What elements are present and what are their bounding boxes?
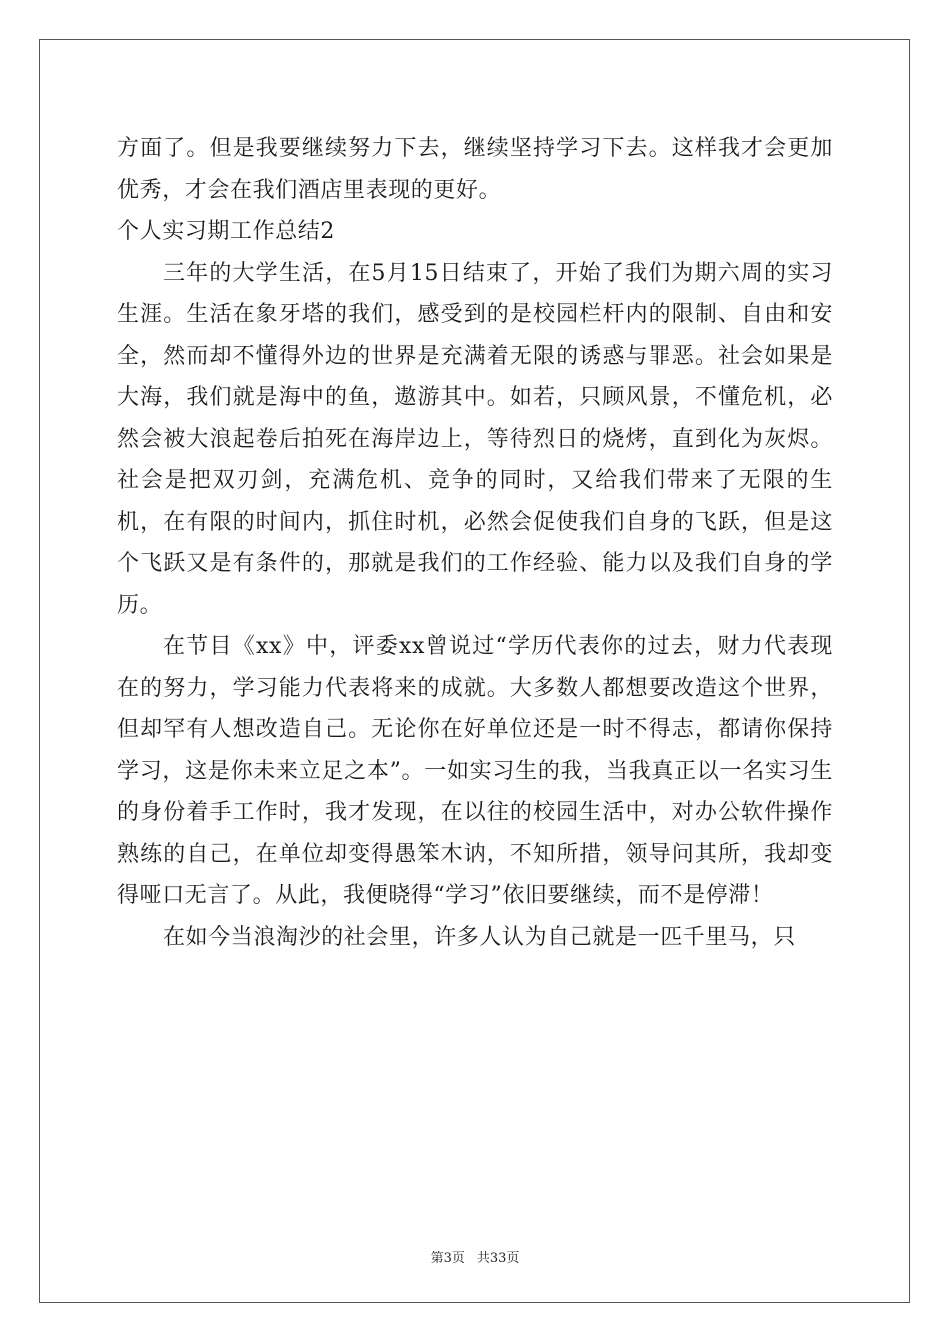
section-heading: 个人实习期工作总结2 <box>117 219 335 244</box>
page-footer <box>0 1247 950 1266</box>
page-total: 共33页 <box>476 1251 520 1266</box>
paragraph: 在节目《xx》中，评委xx曾说过“学历代表你的过去，财力代表现在的努力，学习能力代表将来的成就。大多数人都想要改造这个世界，但却罕有人想改造自己。无论你在好单位还是一时不得志，都请你保持学习，这是你未来立足之本”。一如实习生的我，当我真正以一名实习生的身份着手工作时，我才发现，在以往的校园生活中，对办公软件操作熟练的自己，在单位却变得愚笨木讷，不知所措，领导问其所，我却变得哑口无言了。从此，我便晓得“学习”依旧要继续，而不是停滞！ <box>117 634 833 908</box>
paragraph: 三年的大学生活，在5月15日结束了，开始了我们为期六周的实习生涯。生活在象牙塔的我们，感受到的是校园栏杆内的限制、自由和安全，然而却不懂得外边的世界是充满着无限的诱惑与罪恶。社会如果是大海，我们就是海中的鱼，遨游其中。如若，只顾风景，不懂危机，必然会被大浪起卷后拍死在海岸边上，等待烈日的烧烤，直到化为灰烬。社会是把双刃剑，充满危机、竞争的同时，又给我们带来了无限的生机，在有限的时间内，抓住时机，必然会促使我们自身的飞跃，但是这个飞跃又是有条件的，那就是我们的工作经验、能力以及我们自身的学历。 <box>117 260 833 618</box>
paragraph-continuation: 方面了。但是我要继续努力下去，继续坚持学习下去。这样我才会更加优秀，才会在我们酒店里表现的更好。 <box>117 136 833 203</box>
paragraph: 在如今当浪淘沙的社会里，许多人认为自己就是一匹千里马，只 <box>163 924 796 950</box>
document-body <box>117 128 833 958</box>
page-number: 第3页 <box>430 1251 465 1266</box>
